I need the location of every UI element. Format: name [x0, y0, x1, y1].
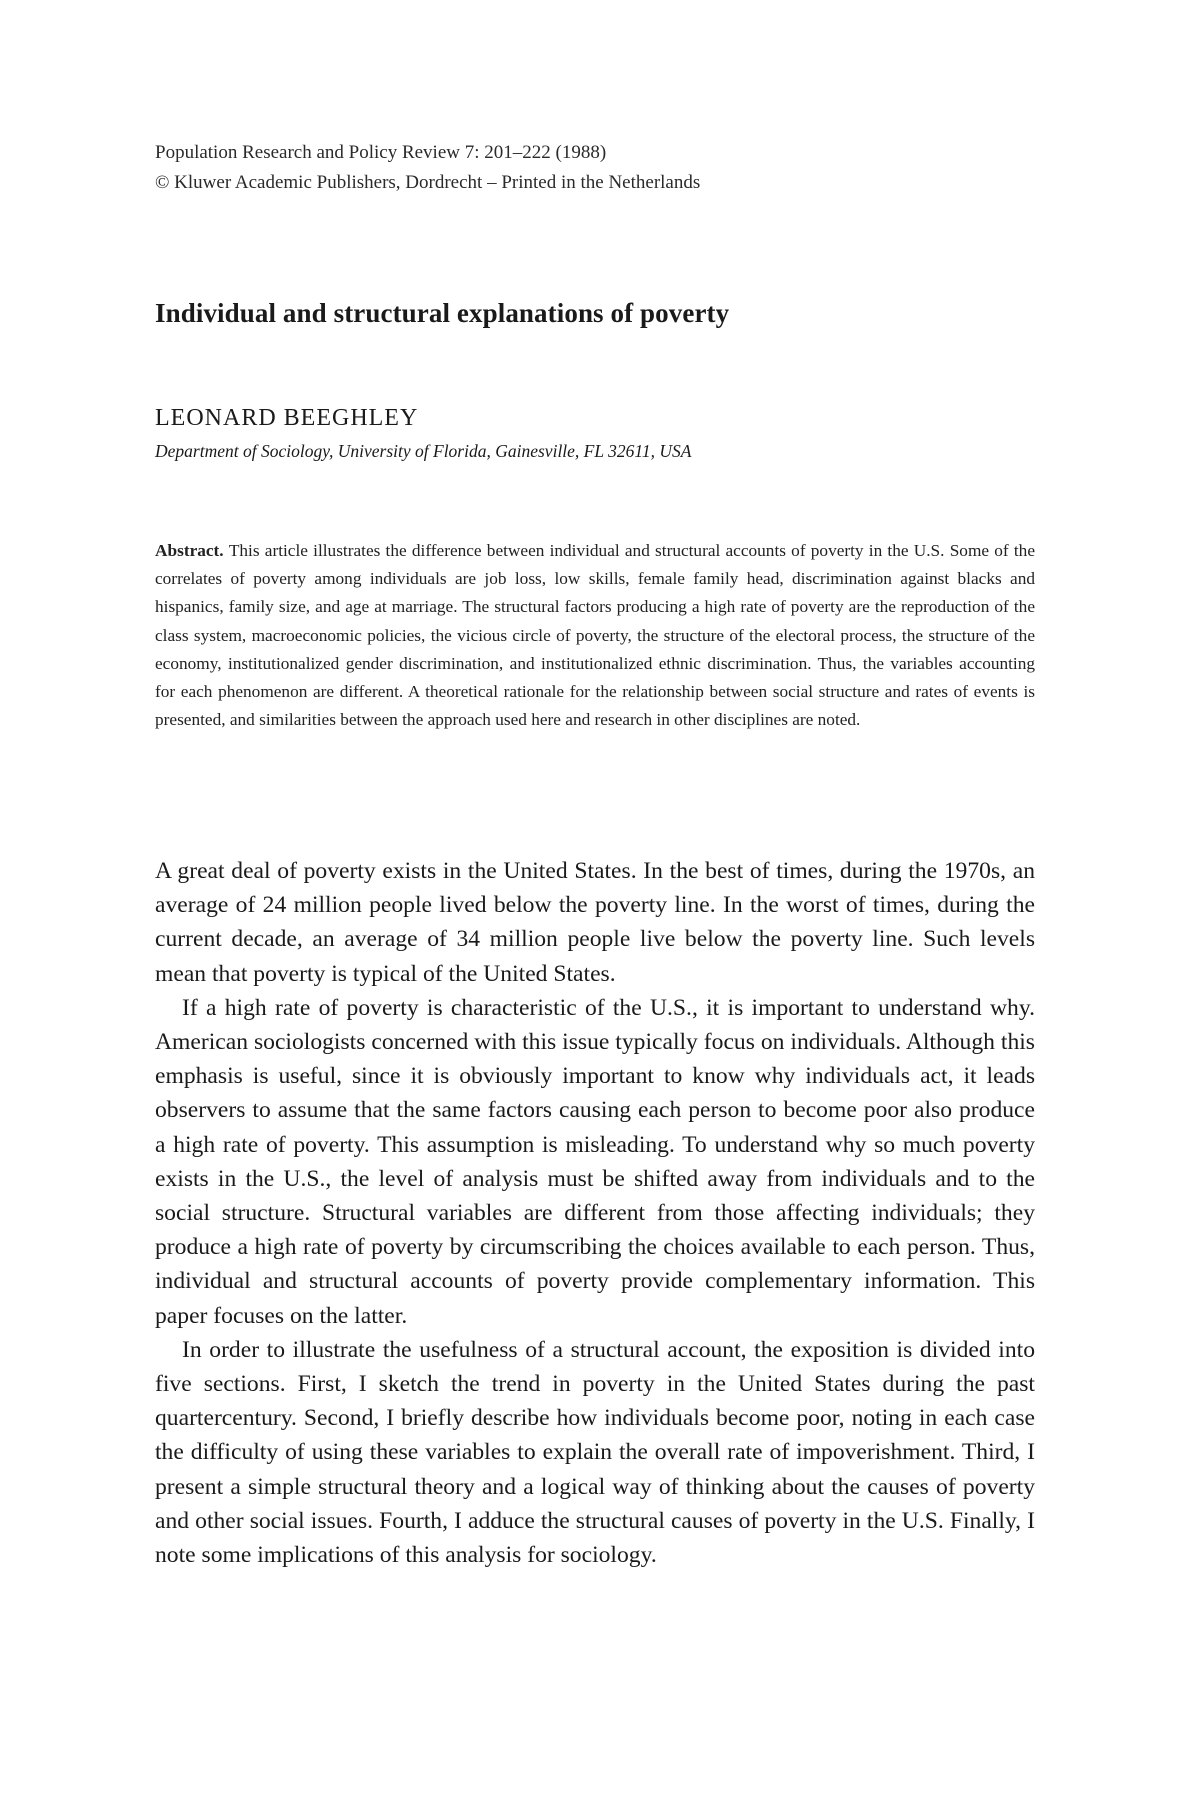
journal-citation: Population Research and Policy Review 7: 201–222 (1988)	[155, 142, 607, 163]
abstract-text: This article illustrates the difference between individual and structural accounts of poverty in the U.S. Some of the correlates of poverty among individuals are job loss, low skills, female family head, discrimination against blacks and hispanics, family size, and age at marriage. The structural factors producing a high rate of poverty are the reproduction of the class system, macroeconomic policies, the vicious circle of poverty, the structure of the electoral process, the structure of the economy, institutionalized gender discrimination, and institutionalized ethnic discrimination. Thus, the variables accounting for each phenomenon are different. A theoretical rationale for the relationship between social structure and rates of events is presented, and similarities between the approach used here and research in other disciplines are noted.	[155, 541, 1035, 730]
article-page	[155, 0, 1035, 1805]
journal-header	[155, 138, 700, 198]
author-affiliation: Department of Sociology, University of Florida, Gainesville, FL 32611, USA	[155, 441, 692, 461]
body-paragraph-2: If a high rate of poverty is characteristic of the U.S., it is important to understand why. American sociologists concerned with this issue typically focus on individuals. Although this emphasis is useful, since it is obviously important to know why individuals act, it leads observers to assume that the same factors causing each person to become poor also produce a high rate of poverty. This assumption is misleading. To understand why so much poverty exists in the U.S., the level of analysis must be shifted away from individuals and to the social structure. Structural variables are different from those affecting individuals; they produce a high rate of poverty by circumscribing the choices available to each person. Thus, individual and structural accounts of poverty provide complementary information. This paper focuses on the latter.	[155, 994, 1035, 1329]
body-paragraph-3: In order to illustrate the usefulness of a structural account, the exposition is divided into five sections. First, I sketch the trend in poverty in the United States during the past quartercentury. Second, I briefly describe how individuals become poor, noting in each case the difficulty of using these variables to explain the overall rate of impoverishment. Third, I present a simple structural theory and a logical way of thinking about the causes of poverty and other social issues. Fourth, I adduce the structural causes of poverty in the U.S. Finally, I note some implications of this analysis for sociology.	[155, 1336, 1035, 1569]
article-title: Individual and structural explanations of poverty	[155, 298, 730, 328]
author-name: LEONARD BEEGHLEY	[155, 405, 419, 431]
body-paragraph-1: A great deal of poverty exists in the United States. In the best of times, during the 1970s, an average of 24 million people lived below the poverty line. In the worst of times, during the current decade, an average of 34 million people live below the poverty line. Such levels mean that poverty is typical of the United States.	[155, 858, 1035, 987]
publisher-notice: © Kluwer Academic Publishers, Dordrecht – Printed in the Netherlands	[155, 172, 701, 193]
abstract-label: Abstract.	[155, 541, 229, 560]
body-text	[155, 854, 1035, 1572]
abstract	[155, 537, 1035, 734]
